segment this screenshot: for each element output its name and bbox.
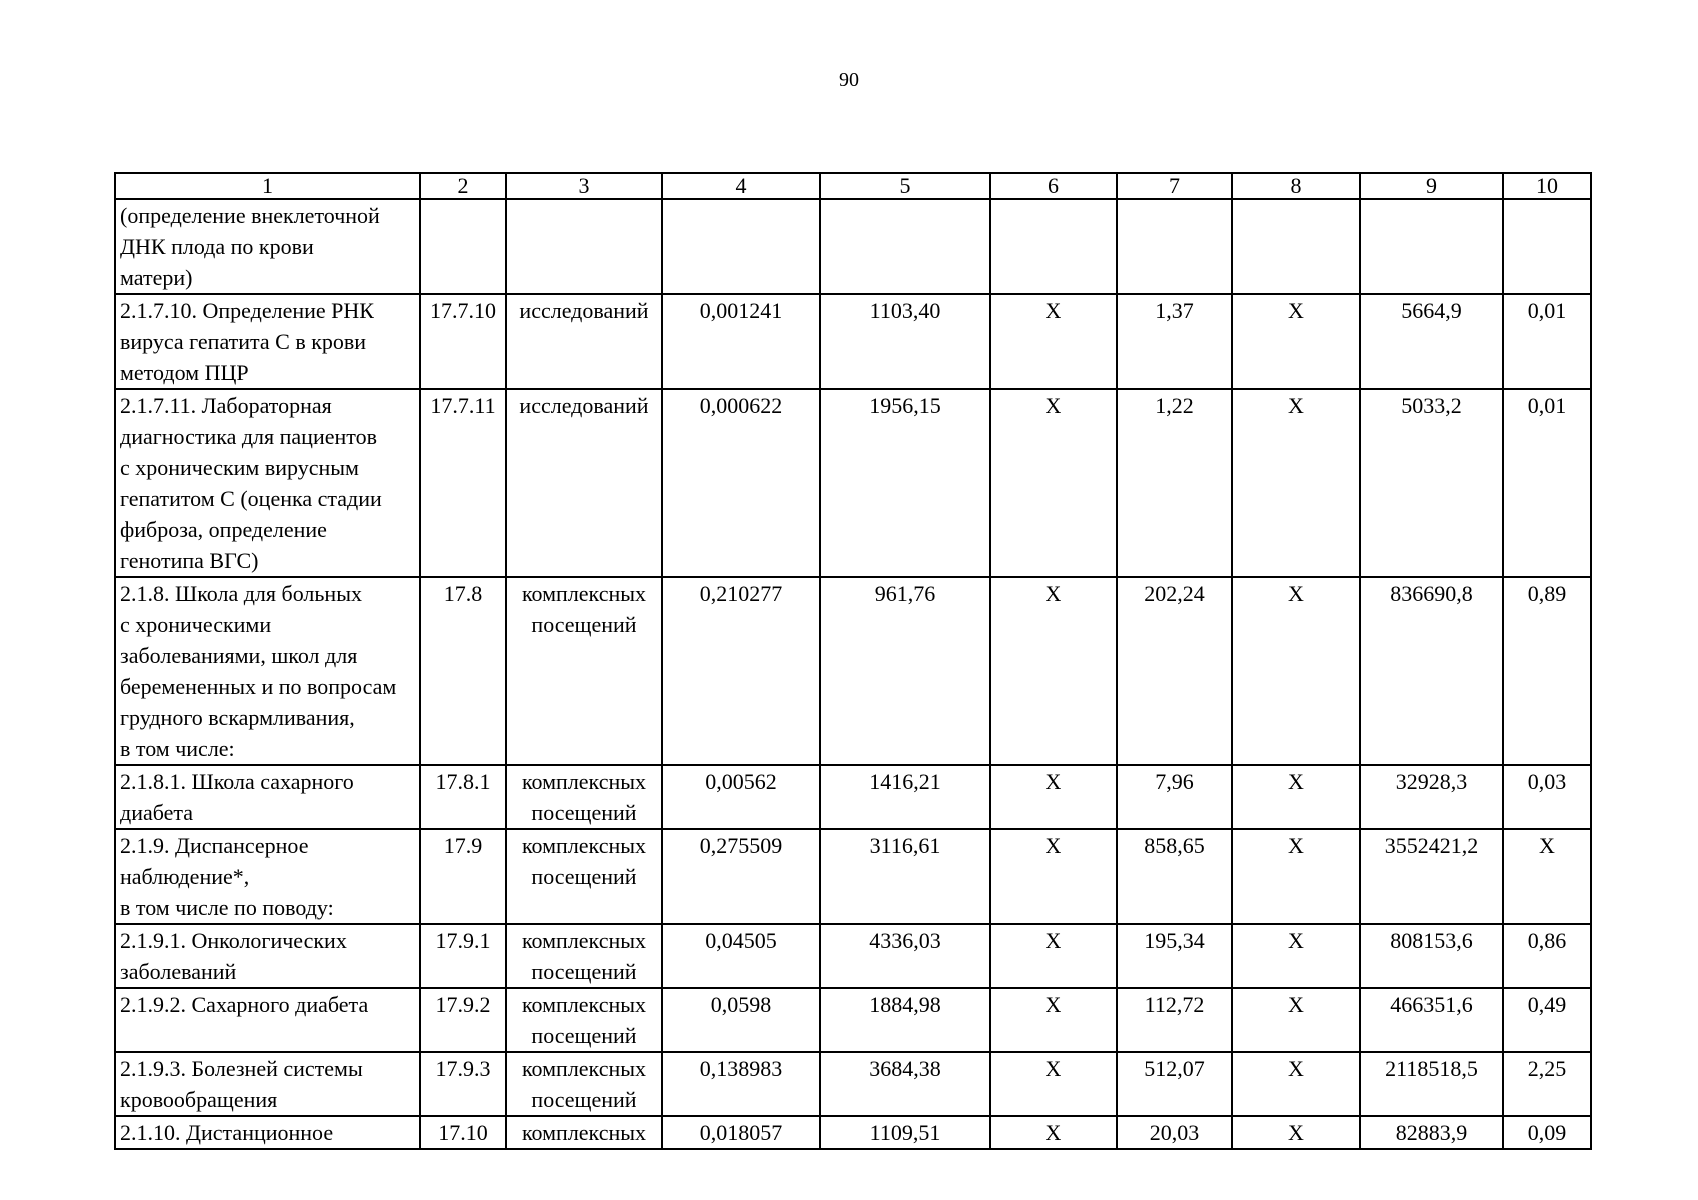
- row-name-text: 2.1.9.1. Онкологических заболеваний: [120, 928, 347, 984]
- col5-cell: 3116,61: [820, 829, 990, 924]
- code-cell: 17.7.11: [420, 389, 506, 577]
- col4-cell: [662, 199, 820, 294]
- col6-cell: X: [990, 1116, 1117, 1149]
- unit-cell: исследований: [506, 294, 662, 389]
- col7-cell: [1117, 199, 1232, 294]
- col9-cell: 32928,3: [1360, 765, 1503, 829]
- table-row: [115, 1052, 1591, 1116]
- col6-cell: X: [990, 765, 1117, 829]
- col8-cell: X: [1232, 1116, 1360, 1149]
- col5-cell: 1956,15: [820, 389, 990, 577]
- col6-cell: X: [990, 829, 1117, 924]
- code-cell: 17.8: [420, 577, 506, 765]
- col9-cell: 466351,6: [1360, 988, 1503, 1052]
- code-cell: 17.8.1: [420, 765, 506, 829]
- col6-cell: X: [990, 1052, 1117, 1116]
- name-cell: [115, 829, 420, 924]
- name-cell: [115, 1052, 420, 1116]
- col10-cell: 0,89: [1503, 577, 1591, 765]
- col4-cell: 0,138983: [662, 1052, 820, 1116]
- name-cell: [115, 1116, 420, 1149]
- col4-cell: 0,210277: [662, 577, 820, 765]
- unit-cell: комплексных посещений: [506, 988, 662, 1052]
- row-name-text: 2.1.7.11. Лабораторная диагностика для пациентов с хроническим вирусным гепатитом С (оценка стадии фиброза, определение генотипа ВГС): [120, 393, 382, 573]
- code-cell: 17.9.2: [420, 988, 506, 1052]
- col7-cell: 195,34: [1117, 924, 1232, 988]
- code-cell: 17.9: [420, 829, 506, 924]
- col6-cell: X: [990, 389, 1117, 577]
- col9-cell: 3552421,2: [1360, 829, 1503, 924]
- col8-cell: X: [1232, 294, 1360, 389]
- col7-cell: 1,22: [1117, 389, 1232, 577]
- col4-cell: 0,04505: [662, 924, 820, 988]
- col5-cell: 3684,38: [820, 1052, 990, 1116]
- row-name-text: (определение внеклеточной ДНК плода по крови матери): [120, 203, 380, 290]
- col10-cell: 0,01: [1503, 294, 1591, 389]
- col8-cell: X: [1232, 1052, 1360, 1116]
- col6-cell: X: [990, 577, 1117, 765]
- table-body: [115, 199, 1591, 1149]
- col8-cell: X: [1232, 389, 1360, 577]
- unit-cell: комплексных посещений: [506, 765, 662, 829]
- table-row: [115, 294, 1591, 389]
- row-name-text: 2.1.9.3. Болезней системы кровообращения: [120, 1056, 363, 1112]
- col4-cell: 0,018057: [662, 1116, 820, 1149]
- name-cell: [115, 199, 420, 294]
- unit-cell: комплексных посещений: [506, 829, 662, 924]
- col9-cell: 5664,9: [1360, 294, 1503, 389]
- col9-cell: 2118518,5: [1360, 1052, 1503, 1116]
- name-cell: [115, 294, 420, 389]
- code-cell: 17.10: [420, 1116, 506, 1149]
- column-header: 6: [990, 173, 1117, 199]
- row-name-text: 2.1.9.2. Сахарного диабета: [120, 992, 369, 1017]
- column-header: 5: [820, 173, 990, 199]
- col10-cell: [1503, 199, 1591, 294]
- col9-cell: 836690,8: [1360, 577, 1503, 765]
- col4-cell: 0,001241: [662, 294, 820, 389]
- row-name-text: 2.1.8.1. Школа сахарного диабета: [120, 769, 354, 825]
- col5-cell: 961,76: [820, 577, 990, 765]
- col10-cell: 0,86: [1503, 924, 1591, 988]
- col8-cell: X: [1232, 829, 1360, 924]
- col8-cell: X: [1232, 924, 1360, 988]
- row-name-text: 2.1.8. Школа для больных с хроническими заболеваниями, школ для беремененных и по вопросам грудного вскармливания, в том числе:: [120, 581, 397, 761]
- col8-cell: [1232, 199, 1360, 294]
- unit-cell: [506, 199, 662, 294]
- column-header: 2: [420, 173, 506, 199]
- col7-cell: 1,37: [1117, 294, 1232, 389]
- col8-cell: X: [1232, 765, 1360, 829]
- column-header: 9: [1360, 173, 1503, 199]
- col5-cell: 1884,98: [820, 988, 990, 1052]
- col5-cell: [820, 199, 990, 294]
- table-row: [115, 988, 1591, 1052]
- table-row: [115, 765, 1591, 829]
- name-cell: [115, 924, 420, 988]
- column-header: 10: [1503, 173, 1591, 199]
- table-header-row: [115, 173, 1591, 199]
- name-cell: [115, 988, 420, 1052]
- col4-cell: 0,000622: [662, 389, 820, 577]
- col9-cell: 808153,6: [1360, 924, 1503, 988]
- col9-cell: 82883,9: [1360, 1116, 1503, 1149]
- col4-cell: 0,275509: [662, 829, 820, 924]
- col8-cell: X: [1232, 988, 1360, 1052]
- unit-cell: комплексных посещений: [506, 924, 662, 988]
- table-row: [115, 829, 1591, 924]
- unit-cell: комплексных посещений: [506, 1052, 662, 1116]
- column-header: 7: [1117, 173, 1232, 199]
- col6-cell: [990, 199, 1117, 294]
- col10-cell: 0,01: [1503, 389, 1591, 577]
- col4-cell: 0,0598: [662, 988, 820, 1052]
- column-header: 1: [115, 173, 420, 199]
- row-name-text: 2.1.10. Дистанционное: [120, 1120, 334, 1145]
- col5-cell: 1416,21: [820, 765, 990, 829]
- col5-cell: 4336,03: [820, 924, 990, 988]
- table-row: [115, 577, 1591, 765]
- column-header: 3: [506, 173, 662, 199]
- row-name-text: 2.1.7.10. Определение РНК вируса гепатита С в крови методом ПЦР: [120, 298, 374, 385]
- code-cell: 17.7.10: [420, 294, 506, 389]
- data-table: [114, 172, 1592, 1150]
- col9-cell: 5033,2: [1360, 389, 1503, 577]
- row-name-text: 2.1.9. Диспансерное наблюдение*, в том числе по поводу:: [120, 833, 334, 920]
- table-row: [115, 389, 1591, 577]
- col10-cell: X: [1503, 829, 1591, 924]
- name-cell: [115, 765, 420, 829]
- col6-cell: X: [990, 294, 1117, 389]
- col5-cell: 1109,51: [820, 1116, 990, 1149]
- col7-cell: 112,72: [1117, 988, 1232, 1052]
- col4-cell: 0,00562: [662, 765, 820, 829]
- unit-cell: исследований: [506, 389, 662, 577]
- col7-cell: 202,24: [1117, 577, 1232, 765]
- page-number: 90: [839, 69, 859, 91]
- table-row: [115, 199, 1591, 294]
- unit-cell: комплексных: [506, 1116, 662, 1149]
- table-row: [115, 1116, 1591, 1149]
- col7-cell: 7,96: [1117, 765, 1232, 829]
- name-cell: [115, 577, 420, 765]
- col10-cell: 0,03: [1503, 765, 1591, 829]
- col6-cell: X: [990, 924, 1117, 988]
- col7-cell: 858,65: [1117, 829, 1232, 924]
- unit-cell: комплексных посещений: [506, 577, 662, 765]
- column-header: 8: [1232, 173, 1360, 199]
- col8-cell: X: [1232, 577, 1360, 765]
- table-row: [115, 924, 1591, 988]
- col7-cell: 20,03: [1117, 1116, 1232, 1149]
- code-cell: [420, 199, 506, 294]
- code-cell: 17.9.1: [420, 924, 506, 988]
- column-header: 4: [662, 173, 820, 199]
- col10-cell: 0,09: [1503, 1116, 1591, 1149]
- col6-cell: X: [990, 988, 1117, 1052]
- col5-cell: 1103,40: [820, 294, 990, 389]
- col10-cell: 0,49: [1503, 988, 1591, 1052]
- col10-cell: 2,25: [1503, 1052, 1591, 1116]
- name-cell: [115, 389, 420, 577]
- code-cell: 17.9.3: [420, 1052, 506, 1116]
- col9-cell: [1360, 199, 1503, 294]
- col7-cell: 512,07: [1117, 1052, 1232, 1116]
